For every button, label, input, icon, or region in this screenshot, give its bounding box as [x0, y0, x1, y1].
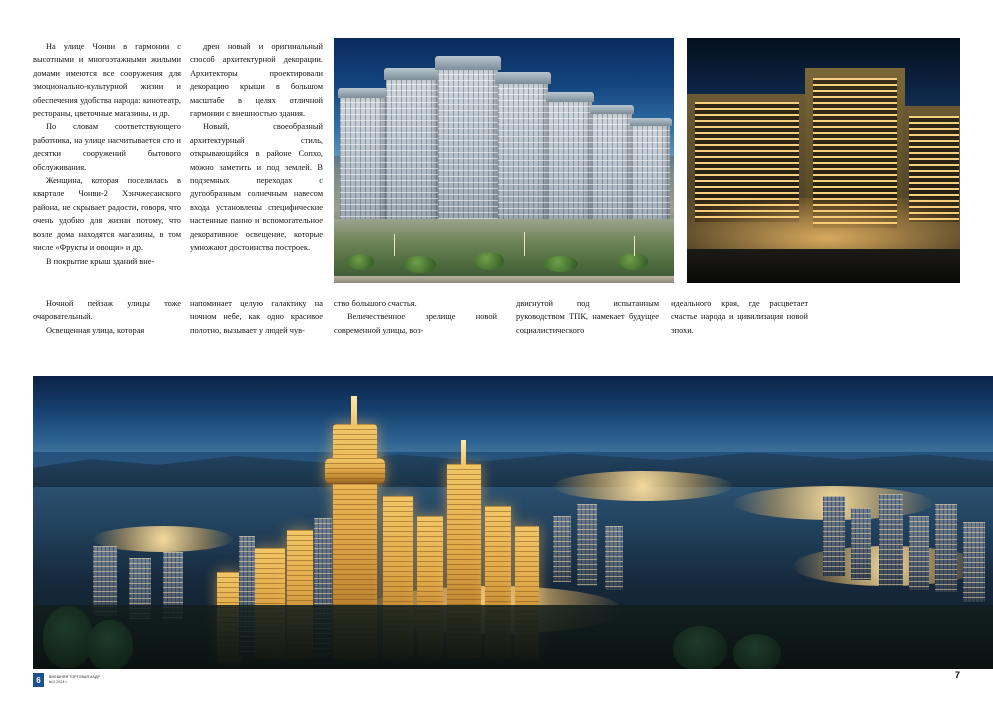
photo-residential-block [851, 508, 871, 580]
footer-publication-issue: №3 2024 г. [49, 680, 68, 684]
photo-roof [338, 88, 388, 98]
photo-residential-block [935, 504, 957, 592]
photo-shrub [474, 252, 504, 270]
photo-residential-block [963, 522, 985, 602]
article-column-2 [190, 40, 323, 255]
photo-walkway [334, 276, 674, 283]
photo-residential-block [879, 494, 903, 586]
paragraph: В покрытие крыш зданий вне- [46, 256, 155, 266]
photo-tree [673, 626, 727, 669]
photo-roof [384, 68, 440, 80]
photo-roof [435, 56, 501, 70]
footer-left [33, 672, 100, 688]
photo-residential-block [909, 516, 929, 590]
photo-shrub [544, 256, 578, 272]
photo-shrub [348, 254, 374, 270]
photo-city-panorama [33, 376, 993, 669]
photo-roof [495, 72, 551, 84]
photo-ground [334, 219, 674, 283]
paragraph: Освещенная улица, которая [46, 325, 145, 335]
footer-badge: 6 [33, 673, 44, 687]
photo-tree [43, 606, 93, 668]
photo-tower-crown [325, 458, 385, 484]
photo-roof [630, 118, 672, 126]
paragraph: Ночной пейзаж улицы тоже очаровательный. [33, 299, 181, 322]
article-column-7 [671, 297, 808, 337]
paragraph: Женщина, которая поселилась в квартале Чонви-2 Хэнчжесанского района, не скрывает радости, говоря, что очень удобно для жизни потому, что возле дома находятся магазины, в том числе «Фрукты и овощи» и др. [33, 176, 181, 253]
paragraph: Новый, своеобразный архитектурный стиль, открывающийся в районе Сопхо, можно заметить и под землей. В подземных переходах с дугообразным солнечным навесом входа установлены специфические настенные панно и вспомогательное декоративное освещение, которые умножают достоинства построек. [190, 122, 323, 253]
photo-shrub [618, 253, 648, 270]
photo-residential-block [605, 526, 623, 590]
photo-roof [546, 92, 594, 102]
paragraph: ство большого счастья. [334, 299, 417, 308]
photo-city-lights [553, 471, 733, 501]
photo-lamp-post [634, 236, 635, 256]
paragraph: дрен новый и оригинальный способ архитектурной декорации. Архитекторы проектировали декорацию крыши в большом масштабе в целях отличной гармонии с внешностью здания. [190, 42, 323, 119]
article-column-5 [334, 297, 497, 337]
photo-roof [590, 105, 634, 114]
footer-publication-title: ВНЕШНЯЯ ТОРГОВАЯ КАДР [49, 675, 101, 679]
paragraph: На улице Чонви в гармонии с высотными и многоэтажными жилыми домами имеются все сооружения для эмоционально-культурной жизни и обеспечения удобства народа: кинотеатр, рестораны, цветочные магазины, и др. [33, 42, 181, 119]
paragraph: идеального края, где расцветает счастье народа и цивилизация новой эпохи. [671, 299, 808, 335]
footer-publication [49, 675, 100, 685]
paragraph: Величественное зрелище новой современной улицы, воз- [334, 312, 497, 335]
paragraph: напоминает целую галактику на ночном небе, как одно красивое полотно, вызывает у людей чув- [190, 299, 323, 335]
photo-residential-block [553, 516, 571, 582]
photo-tree [87, 620, 133, 669]
article-column-1 [33, 40, 181, 268]
photo-illuminated-building [687, 38, 960, 283]
photo-lamp-post [524, 232, 525, 256]
photo-shrub [404, 256, 436, 273]
photo-tree [733, 634, 781, 669]
article-column-6 [516, 297, 659, 337]
photo-dusk-sky [33, 376, 993, 452]
paragraph: двигнутой под испытанным руководством ТПК, намекает будущее социалистического [516, 299, 659, 335]
photo-foreground [33, 605, 993, 669]
photo-residential-block [577, 504, 597, 586]
photo-residential-block [823, 496, 845, 576]
page-number: 7 [954, 670, 960, 681]
photo-street [687, 249, 960, 283]
article-column-3 [33, 297, 181, 337]
photo-lamp-post [394, 234, 395, 256]
paragraph: По словам соответствующего работника, на улице насчитывается сто и десятки сооружений бытового обслуживания. [33, 122, 181, 172]
photo-residential-complex [334, 38, 674, 283]
photo-tower-spire [461, 440, 466, 466]
article-column-4 [190, 297, 323, 337]
photo-tower-spire [351, 396, 357, 426]
